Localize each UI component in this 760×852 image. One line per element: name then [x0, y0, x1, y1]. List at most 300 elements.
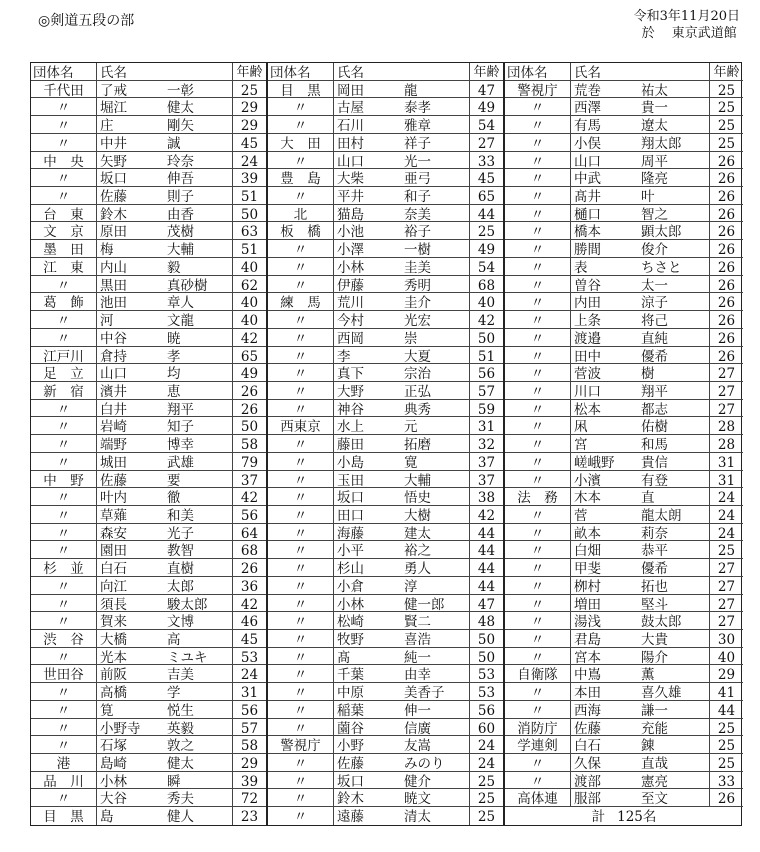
- surname: 向江: [100, 578, 127, 594]
- surname: 橋本: [574, 224, 601, 240]
- name-cell: [334, 807, 469, 825]
- name-cell: [334, 347, 469, 364]
- surname: 坂口: [100, 171, 127, 187]
- age-cell: 56: [469, 701, 503, 718]
- age-cell: 28: [709, 435, 743, 452]
- name-cell: [334, 311, 469, 328]
- given-name: 建太: [404, 525, 431, 541]
- name-cell: [571, 169, 709, 186]
- age-cell: 47: [469, 595, 503, 612]
- age-cell: 44: [469, 559, 503, 576]
- table-row: [31, 648, 266, 666]
- surname: 表: [574, 259, 588, 275]
- given-name: 貴一: [641, 100, 668, 116]
- table-row: [505, 719, 743, 737]
- age-cell: 25: [469, 807, 503, 825]
- surname: 上条: [574, 313, 601, 328]
- given-name: 直: [641, 490, 655, 505]
- team-cell: 港: [31, 754, 97, 771]
- age-cell: 24: [469, 736, 503, 753]
- age-cell: 57: [469, 382, 503, 399]
- surname: 白石: [100, 561, 127, 576]
- given-name: 智之: [641, 206, 668, 222]
- age-cell: 25: [709, 541, 743, 558]
- surname: 前阪: [100, 667, 127, 683]
- team-cell: 〃: [31, 435, 97, 452]
- surname: 鈴木: [100, 206, 127, 222]
- team-cell: 〃: [268, 665, 334, 682]
- team-cell: 〃: [268, 276, 334, 293]
- table-row: [31, 595, 266, 613]
- surname: 白石: [574, 738, 601, 754]
- team-cell: 〃: [505, 683, 571, 700]
- table-row: [505, 435, 743, 453]
- table-row: [31, 630, 266, 648]
- surname: 小林: [337, 259, 364, 275]
- age-cell: 37: [232, 471, 266, 488]
- given-name: 直哉: [641, 756, 668, 771]
- age-cell: 27: [709, 577, 743, 594]
- age-cell: 25: [709, 98, 743, 115]
- given-name: 恭平: [641, 543, 668, 559]
- given-name: 由幸: [404, 667, 431, 683]
- age-cell: 57: [232, 719, 266, 736]
- age-cell: 56: [232, 701, 266, 718]
- name-cell: [334, 719, 469, 736]
- team-cell: 〃: [31, 789, 97, 806]
- team-cell: 〃: [505, 152, 571, 169]
- surname: 畝本: [574, 525, 601, 541]
- name-cell: [97, 240, 232, 257]
- surname: 城田: [100, 454, 127, 470]
- name-cell: [334, 772, 469, 789]
- surname: 賀来: [100, 614, 127, 629]
- table-row: [31, 701, 266, 719]
- table-row: [268, 98, 503, 116]
- given-name: 大貴: [641, 632, 668, 647]
- surname: 西澤: [574, 100, 601, 116]
- team-cell: 消防庁: [505, 719, 571, 736]
- age-cell: 37: [469, 471, 503, 488]
- name-cell: [334, 152, 469, 169]
- given-name: 教智: [167, 543, 194, 559]
- team-cell: 〃: [268, 524, 334, 541]
- given-name: 裕之: [404, 543, 431, 559]
- name-cell: [571, 134, 709, 151]
- table-row: [268, 471, 503, 489]
- name-cell: [334, 98, 469, 115]
- name-cell: [571, 772, 709, 789]
- page-title: ◎剣道五段の部: [38, 13, 135, 29]
- team-cell: 〃: [505, 347, 571, 364]
- surname: 佐藤: [574, 720, 601, 736]
- age-cell: 24: [709, 506, 743, 523]
- given-name: 伸一: [404, 702, 431, 718]
- given-name: 叶: [641, 189, 655, 204]
- given-name: 剛矢: [167, 118, 194, 133]
- table-row: [31, 665, 266, 683]
- age-cell: 53: [232, 648, 266, 665]
- given-name: 佑樹: [641, 419, 668, 435]
- given-name: 和美: [167, 507, 194, 523]
- table-row: [31, 506, 266, 524]
- name-cell: [97, 754, 232, 771]
- team-cell: 〃: [31, 541, 97, 558]
- name-cell: [97, 435, 232, 452]
- team-cell: 〃: [268, 772, 334, 789]
- surname: 中嶌: [574, 667, 601, 683]
- surname: 矢野: [100, 153, 127, 169]
- surname: 甲斐: [574, 561, 601, 576]
- name-cell: [571, 789, 709, 806]
- given-name: 均: [167, 366, 181, 381]
- team-cell: 〃: [505, 417, 571, 434]
- team-cell: 〃: [505, 701, 571, 718]
- table-row: [31, 719, 266, 737]
- age-cell: 31: [232, 683, 266, 700]
- name-cell: [334, 665, 469, 682]
- team-cell: 〃: [31, 417, 97, 434]
- team-cell: 〃: [505, 453, 571, 470]
- name-cell: [571, 152, 709, 169]
- total-row: [505, 807, 743, 825]
- table-row: [31, 240, 266, 258]
- name-cell: [334, 293, 469, 310]
- age-cell: 40: [232, 293, 266, 310]
- name-cell: [97, 276, 232, 293]
- age-cell: 58: [232, 736, 266, 753]
- surname: 古屋: [337, 100, 364, 116]
- team-cell: 〃: [268, 152, 334, 169]
- surname: 大柴: [337, 171, 364, 187]
- given-name: 英毅: [167, 720, 194, 736]
- given-name: 祥子: [404, 135, 431, 151]
- team-cell: 〃: [31, 311, 97, 328]
- age-cell: 26: [709, 169, 743, 186]
- name-cell: [97, 630, 232, 647]
- given-name: 健太: [167, 100, 194, 116]
- given-name: 崇: [404, 330, 418, 346]
- table-row: [268, 240, 503, 258]
- name-cell: [334, 736, 469, 753]
- team-cell: 警視庁: [505, 81, 571, 98]
- surname: 森安: [100, 525, 127, 541]
- given-name: 信廣: [404, 720, 431, 736]
- age-cell: 79: [232, 453, 266, 470]
- table-row: [505, 772, 743, 790]
- team-cell: 渋 谷: [31, 630, 97, 647]
- age-cell: 45: [469, 169, 503, 186]
- surname: 岩崎: [100, 419, 127, 435]
- given-name: 吉美: [167, 667, 194, 683]
- given-name: 悦生: [167, 702, 194, 718]
- given-name: 優希: [641, 561, 668, 576]
- age-cell: 62: [232, 276, 266, 293]
- given-name: 拓也: [641, 578, 668, 594]
- age-cell: 64: [232, 524, 266, 541]
- name-cell: [571, 364, 709, 381]
- surname: 中谷: [100, 330, 127, 346]
- given-name: 龍: [404, 82, 418, 98]
- header-row: [505, 63, 743, 81]
- age-cell: 27: [709, 612, 743, 629]
- name-cell: [334, 276, 469, 293]
- event-venue: [634, 25, 740, 42]
- surname: 服部: [574, 791, 601, 807]
- age-cell: 46: [232, 612, 266, 629]
- age-cell: 24: [232, 152, 266, 169]
- given-name: 顕太郎: [641, 224, 682, 240]
- age-cell: 50: [232, 205, 266, 222]
- team-cell: 板 橋: [268, 222, 334, 239]
- name-cell: [334, 169, 469, 186]
- table-row: [268, 116, 503, 134]
- name-cell: [571, 187, 709, 204]
- given-name: 玲奈: [167, 153, 194, 169]
- surname: 中武: [574, 171, 601, 187]
- age-cell: 56: [469, 364, 503, 381]
- age-cell: 59: [469, 400, 503, 417]
- table-row: [505, 417, 743, 435]
- table-row: [505, 665, 743, 683]
- name-cell: [334, 453, 469, 470]
- table-row: [31, 258, 266, 276]
- given-name: 光宏: [404, 313, 431, 328]
- table-row: [268, 293, 503, 311]
- roster-table: [30, 62, 742, 826]
- table-row: [505, 276, 743, 294]
- table-row: [505, 152, 743, 170]
- table-row: [268, 701, 503, 719]
- given-name: 健一郎: [404, 596, 445, 612]
- name-cell: [97, 205, 232, 222]
- age-cell: 37: [469, 453, 503, 470]
- name-cell: [97, 488, 232, 505]
- given-name: 堅斗: [641, 596, 668, 612]
- given-name: 則子: [167, 189, 194, 204]
- given-name: 莉奈: [641, 525, 668, 541]
- name-cell: [571, 453, 709, 470]
- team-cell: 〃: [505, 524, 571, 541]
- team-cell: 品 川: [31, 772, 97, 789]
- age-cell: 63: [232, 222, 266, 239]
- surname: 小澤: [337, 242, 364, 257]
- table-row: [268, 169, 503, 187]
- age-cell: 31: [469, 417, 503, 434]
- name-cell: [334, 417, 469, 434]
- given-name: 太郎: [167, 578, 194, 594]
- table-row: [505, 789, 743, 807]
- surname: 荒巻: [574, 82, 601, 98]
- team-cell: 〃: [505, 222, 571, 239]
- surname: 山口: [100, 366, 127, 381]
- age-cell: 26: [709, 347, 743, 364]
- name-cell: [97, 559, 232, 576]
- table-row: [268, 807, 503, 825]
- surname: 佐藤: [100, 189, 127, 204]
- given-name: 和馬: [641, 437, 668, 452]
- age-cell: 26: [709, 276, 743, 293]
- given-name: 陽介: [641, 649, 668, 665]
- given-name: 周平: [641, 153, 668, 169]
- name-cell: [97, 772, 232, 789]
- name-cell: [571, 311, 709, 328]
- team-cell: 〃: [31, 276, 97, 293]
- given-name: 要: [167, 472, 181, 488]
- name-cell: [571, 577, 709, 594]
- team-cell: 〃: [31, 400, 97, 417]
- team-cell: 江戸川: [31, 347, 97, 364]
- team-cell: 〃: [505, 471, 571, 488]
- table-row: [268, 81, 503, 99]
- surname: 小池: [337, 224, 364, 240]
- given-name: 敦之: [167, 738, 194, 754]
- age-cell: 36: [232, 577, 266, 594]
- name-cell: [334, 506, 469, 523]
- name-cell: [334, 754, 469, 771]
- name-cell: [571, 471, 709, 488]
- team-cell: 〃: [505, 169, 571, 186]
- surname: 大橋: [100, 632, 127, 647]
- team-cell: 新 宿: [31, 382, 97, 399]
- age-cell: 25: [232, 81, 266, 98]
- team-cell: 〃: [268, 754, 334, 771]
- table-row: [31, 187, 266, 205]
- given-name: 遼太: [641, 118, 668, 133]
- team-cell: 〃: [505, 382, 571, 399]
- team-cell: 〃: [268, 98, 334, 115]
- surname: 木本: [574, 490, 601, 505]
- name-cell: [334, 364, 469, 381]
- name-cell: [97, 789, 232, 806]
- name-cell: [97, 524, 232, 541]
- name-cell: [97, 98, 232, 115]
- age-cell: 26: [709, 187, 743, 204]
- team-cell: 〃: [505, 98, 571, 115]
- name-cell: [97, 701, 232, 718]
- name-cell: [97, 736, 232, 753]
- table-row: [505, 453, 743, 471]
- name-cell: [571, 595, 709, 612]
- table-row: [505, 648, 743, 666]
- age-cell: 27: [709, 595, 743, 612]
- given-name: 友嵩: [404, 738, 431, 754]
- name-cell: [97, 134, 232, 151]
- surname: 本田: [574, 685, 601, 700]
- team-cell: 〃: [505, 364, 571, 381]
- name-cell: [334, 116, 469, 133]
- age-cell: 40: [232, 258, 266, 275]
- table-row: [31, 169, 266, 187]
- surname: 小濱: [574, 472, 601, 488]
- team-cell: 〃: [31, 736, 97, 753]
- name-cell: [571, 98, 709, 115]
- surname: 松崎: [337, 614, 364, 629]
- table-row: [31, 789, 266, 807]
- name-cell: [97, 152, 232, 169]
- team-cell: 〃: [268, 400, 334, 417]
- age-cell: 42: [469, 311, 503, 328]
- given-name: 淳: [404, 578, 418, 594]
- age-cell: 72: [232, 789, 266, 806]
- name-cell: [571, 329, 709, 346]
- surname: 増田: [574, 596, 601, 612]
- name-cell: [334, 488, 469, 505]
- given-name: 直純: [641, 330, 668, 346]
- age-cell: 29: [232, 754, 266, 771]
- age-cell: 26: [709, 258, 743, 275]
- name-cell: [97, 453, 232, 470]
- age-cell: 33: [709, 772, 743, 789]
- surname: 高橋: [100, 685, 127, 700]
- surname: 光本: [100, 649, 127, 665]
- table-row: [505, 329, 743, 347]
- name-cell: [97, 169, 232, 186]
- team-cell: 〃: [268, 506, 334, 523]
- team-cell: 〃: [268, 364, 334, 381]
- team-cell: 〃: [505, 435, 571, 452]
- surname: 有馬: [574, 118, 601, 133]
- table-row: [31, 488, 266, 506]
- surname: 西海: [574, 702, 601, 718]
- age-cell: 50: [469, 648, 503, 665]
- age-cell: 42: [232, 329, 266, 346]
- surname: 石塚: [100, 738, 127, 754]
- table-row: [505, 595, 743, 613]
- given-name: 錬: [641, 738, 655, 754]
- given-name: ミユキ: [167, 649, 208, 665]
- team-cell: 〃: [505, 276, 571, 293]
- given-name: 拓磨: [404, 437, 431, 452]
- header-name: 氏名: [574, 65, 601, 80]
- given-name: 真砂樹: [167, 277, 208, 293]
- header-name: 氏名: [337, 65, 364, 80]
- age-cell: 49: [469, 240, 503, 257]
- surname: 髙: [337, 649, 351, 665]
- given-name: 一彰: [167, 82, 194, 98]
- given-name: 樹: [641, 366, 655, 381]
- name-cell: [97, 311, 232, 328]
- given-name: 純一: [404, 649, 431, 665]
- name-cell: [571, 293, 709, 310]
- name-cell: [571, 736, 709, 753]
- given-name: 駿太郎: [167, 596, 208, 612]
- total-label: 計: [591, 809, 606, 825]
- name-cell: [571, 258, 709, 275]
- surname: 猫島: [337, 206, 364, 222]
- name-cell: [571, 612, 709, 629]
- table-row: [268, 577, 503, 595]
- given-name: 有登: [641, 472, 668, 488]
- given-name: 徹: [167, 490, 181, 505]
- venue-name: 東京武道館: [671, 26, 737, 41]
- team-cell: 〃: [505, 134, 571, 151]
- team-cell: 高体連: [505, 789, 571, 806]
- given-name: 寛: [404, 454, 418, 470]
- surname: 筧: [100, 702, 114, 718]
- name-cell: [571, 630, 709, 647]
- name-cell: [334, 524, 469, 541]
- given-name: ちさと: [641, 259, 682, 275]
- team-cell: 自衛隊: [505, 665, 571, 682]
- surname: 平井: [337, 189, 364, 204]
- given-name: 龍太朗: [641, 507, 682, 523]
- age-cell: 41: [709, 683, 743, 700]
- table-row: [31, 453, 266, 471]
- name-cell: [97, 187, 232, 204]
- surname: 君島: [574, 632, 601, 647]
- header-row: [268, 63, 503, 81]
